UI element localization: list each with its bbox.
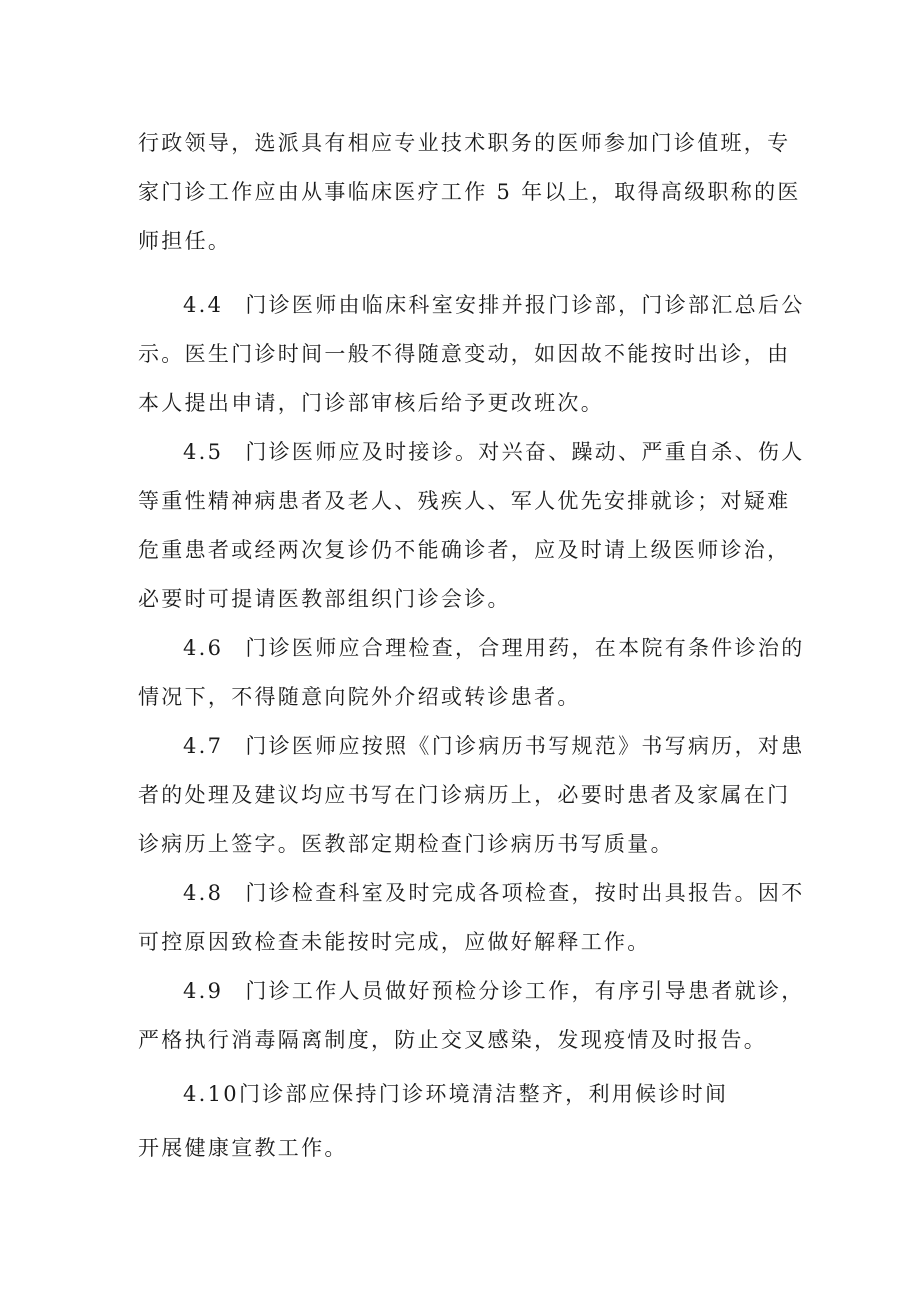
section-4-4-first-line [183,290,805,320]
intro-line-1: 行政领导，选派具有相应专业技术职务的医师参加门诊值班，专 [138,131,791,155]
section-number: 4.6 [183,636,224,660]
section-4-5-line-4: 必要时可提请医教部组织门诊会诊。 [138,587,511,611]
section-number: 4.5 [183,440,224,464]
section-text: 门诊部应保持门诊环境清洁整齐，利用候诊时间 [238,1082,729,1106]
section-4-7-line-2: 者的处理及建议均应书写在门诊病历上，必要时患者及家属在门 [138,783,791,807]
intro-line-2: 家门诊工作应由从事临床医疗工作 5 年以上，取得高级职称的医 [138,180,801,204]
section-text: 门诊医师应按照《门诊病历书写规范》书写病历，对患 [245,734,805,758]
section-text: 门诊检查科室及时完成各项检查，按时出具报告。因不 [245,881,805,905]
section-4-8-line-2: 可控原因致检查未能按时完成，应做好解释工作。 [138,930,651,954]
section-4-4-line-3: 本人提出申请，门诊部审核后给予更改班次。 [138,391,604,415]
section-4-6-line-2: 情况下，不得随意向院外介绍或转诊患者。 [138,685,581,709]
section-4-7-first-line [183,731,805,761]
section-4-4-line-2: 示。医生门诊时间一般不得随意变动，如因故不能按时出诊，由 [138,342,791,366]
section-4-10-first-line [183,1079,728,1109]
section-4-6-first-line [183,633,805,663]
section-number: 4.10 [183,1082,239,1106]
section-4-5-first-line [183,437,805,467]
section-4-5-line-3: 危重患者或经两次复诊仍不能确诊者，应及时请上级医师诊治， [138,538,791,562]
section-4-9-line-2: 严格执行消毒隔离制度，防止交叉感染，发现疫情及时报告。 [138,1028,768,1052]
intro-line-3: 师担任。 [138,229,232,253]
section-4-8-first-line [183,878,805,908]
section-text: 门诊医师应及时接诊。对兴奋、躁动、严重自杀、伤人 [245,440,805,464]
section-number: 4.4 [183,293,224,317]
section-4-9-first-line [183,976,805,1006]
section-text: 门诊医师由临床科室安排并报门诊部，门诊部汇总后公 [245,293,805,317]
section-4-10-line-2: 开展健康宣教工作。 [138,1136,348,1160]
section-number: 4.9 [183,979,224,1003]
section-text: 门诊工作人员做好预检分诊工作，有序引导患者就诊， [245,979,805,1003]
section-text: 门诊医师应合理检查，合理用药，在本院有条件诊治的 [245,636,805,660]
section-4-7-line-3: 诊病历上签字。医教部定期检查门诊病历书写质量。 [138,832,674,856]
section-number: 4.7 [183,734,224,758]
section-number: 4.8 [183,881,224,905]
section-4-5-line-2: 等重性精神病患者及老人、残疾人、军人优先安排就诊；对疑难 [138,489,791,513]
